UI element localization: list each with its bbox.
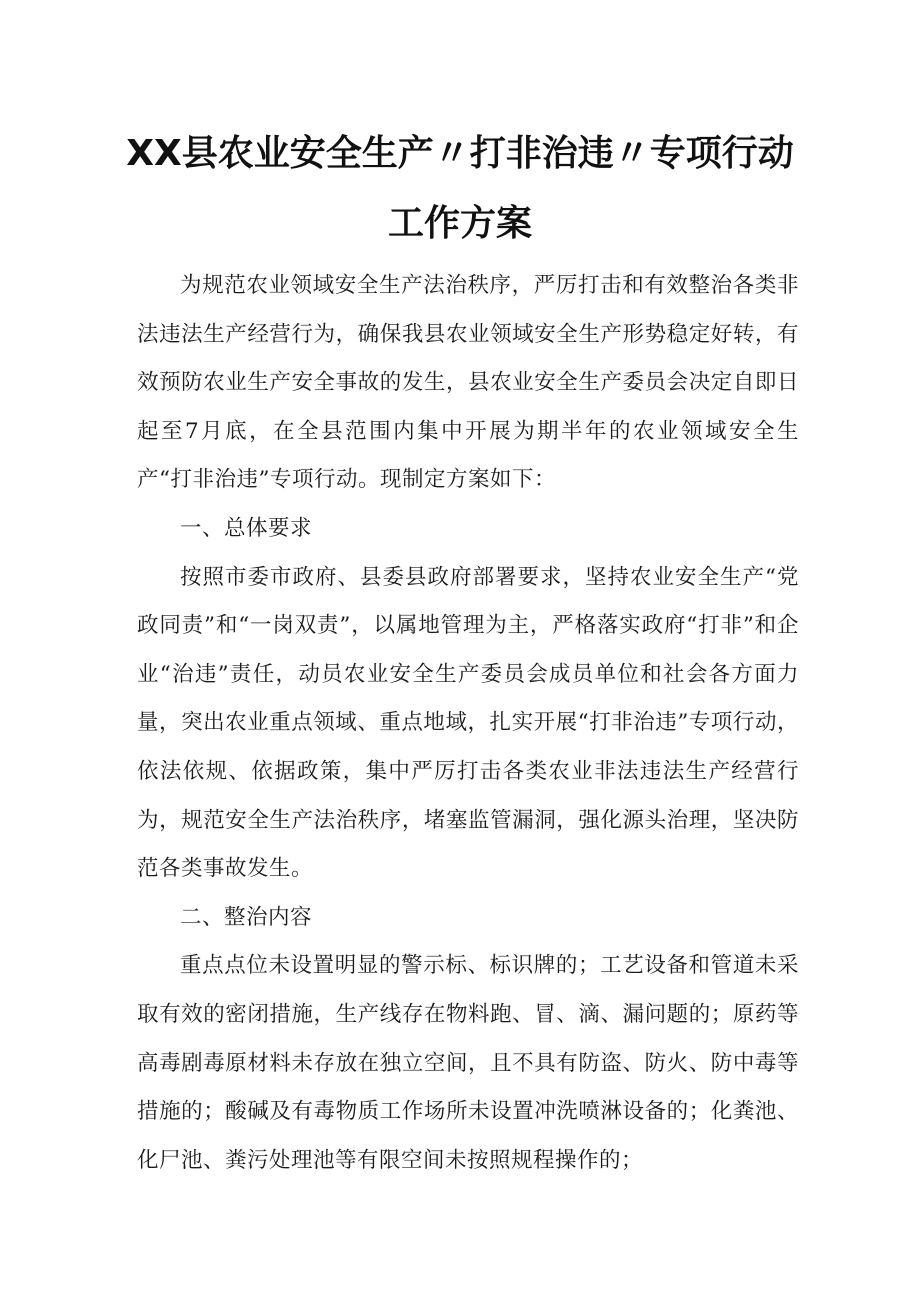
document-title-line-2: 工作方案 [387, 203, 532, 244]
section-heading-rectification-content: 二、整治内容 [180, 904, 313, 930]
general-requirements-paragraph: 按照市委市政府、县委县政府部署要求，坚持农业安全生产“党政同责”和“一岗双责”，以属地管理为主，严格落实政府“打非”和企业“治违”责任，动员农业安全生产委员会成员单位和社会各方面力量，突出农业重点领域、重点地域，扎实开展“打非治违”专项行动，依法依规、依据政策，集中严厉打击各类农业非法违法生产经营行为，规范安全生产法治秩序，堵塞监管漏洞，强化源头治理，坚决防范各类事故发生。 [137, 564, 799, 882]
section-heading-general-requirements: 一、总体要求 [180, 515, 313, 541]
document-body [137, 262, 799, 1185]
document-title-line-1: XX县农业安全生产〃打非治违〃专项行动 [126, 133, 794, 174]
intro-paragraph: 为规范农业领域安全生产法治秩序，严厉打击和有效整治各类非法违法生产经营行为，确保我县农业领域安全生产形势稳定好转，有效预防农业生产安全事故的发生，县农业安全生产委员会决定自即日起至7月底，在全县范围内集中开展为期半年的农业领域安全生产“打非治违”专项行动。现制定方案如下： [137, 273, 799, 493]
rectification-content-paragraph: 重点点位未设置明显的警示标、标识牌的；工艺设备和管道未采取有效的密闭措施，生产线存在物料跑、冒、滴、漏问题的；原药等高毒剧毒原材料未存放在独立空间，且不具有防盗、防火、防中毒等措施的；酸碱及有毒物质工作场所未设置冲洗喷淋设备的；化粪池、化尸池、粪污处理池等有限空间未按照规程操作的； [137, 953, 799, 1173]
